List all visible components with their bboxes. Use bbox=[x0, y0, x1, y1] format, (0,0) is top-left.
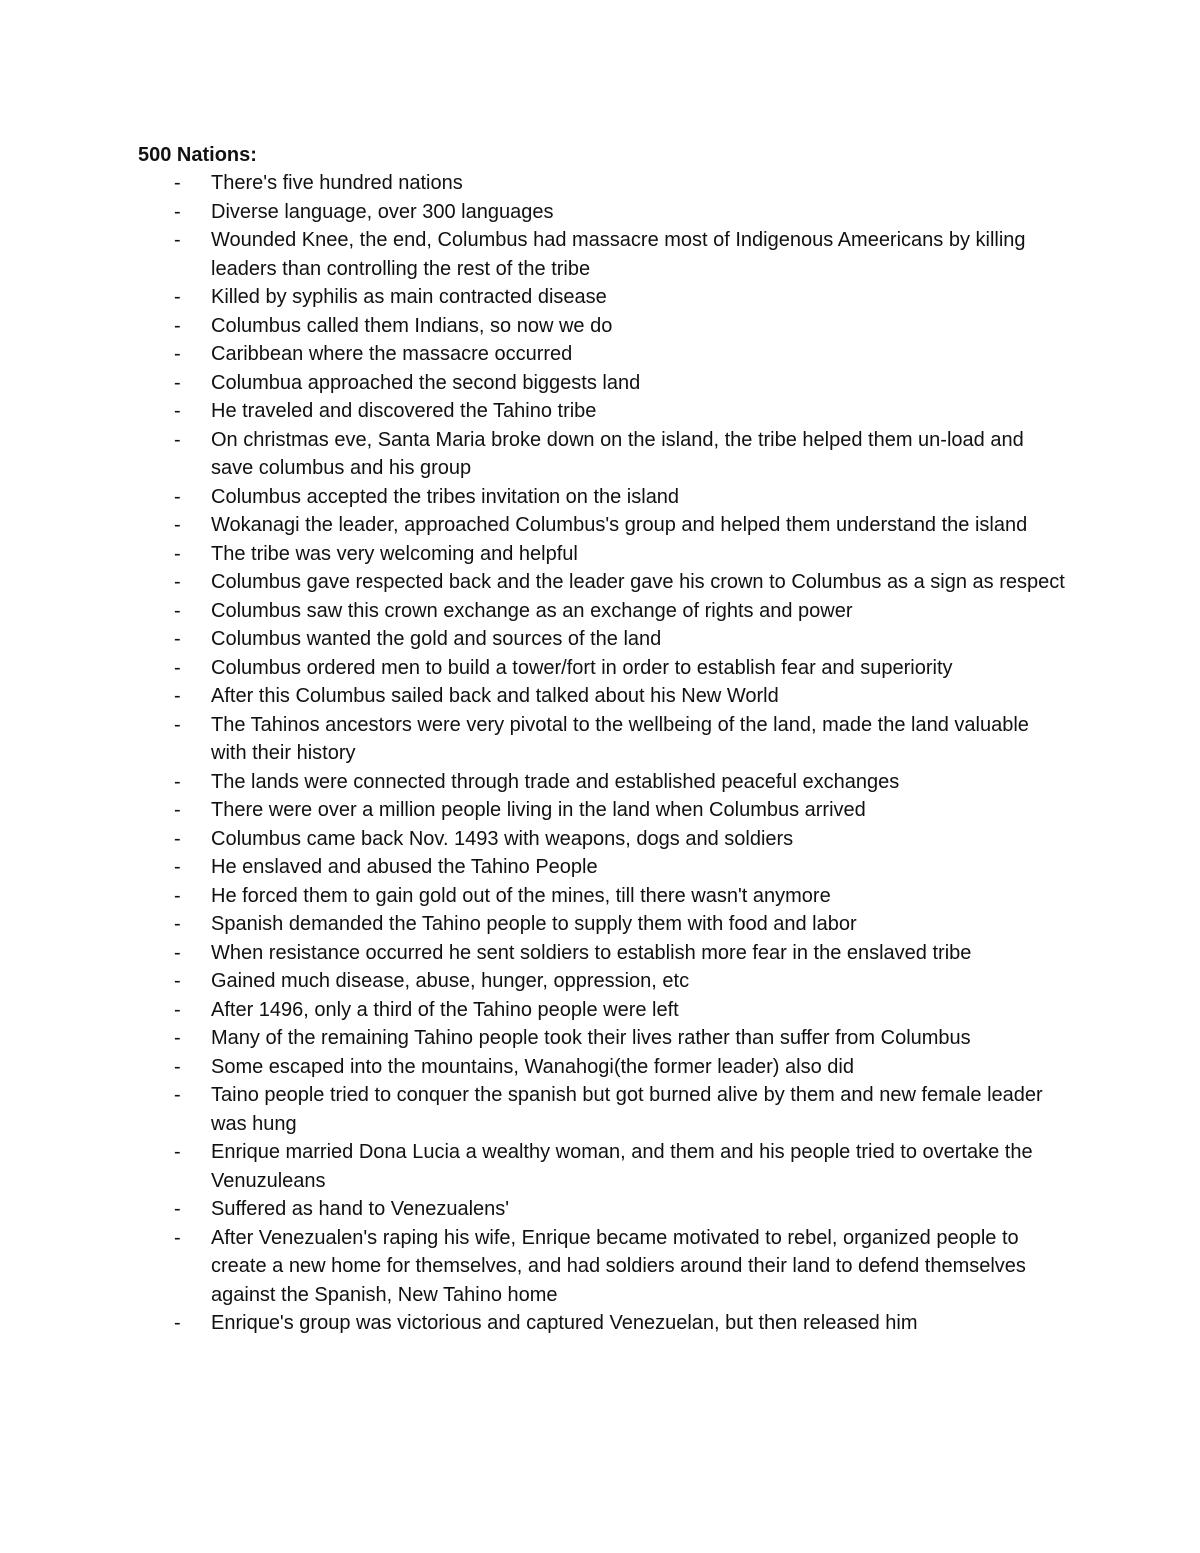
bullet-text: Columbus saw this crown exchange as an exchange of rights and power bbox=[211, 599, 853, 622]
bullet-dash: - bbox=[174, 941, 181, 964]
bullet-dash: - bbox=[174, 1084, 181, 1106]
bullet-item bbox=[138, 340, 1068, 369]
bullet-text: There's five hundred nations bbox=[211, 172, 463, 194]
bullet-item bbox=[138, 568, 1068, 597]
bullet-item bbox=[138, 654, 1068, 683]
bullet-text: Spanish demanded the Tahino people to supply them with food and labor bbox=[211, 913, 857, 935]
bullet-text: After Venezualen's raping his wife, Enrique became motivated to rebel, organized people to create a new home for themselves, and had soldiers around their land to defend themselves against the Spanish, New Tahino home bbox=[211, 1226, 1026, 1306]
bullet-dash: - bbox=[174, 656, 181, 679]
bullet-item bbox=[138, 483, 1068, 512]
bullet-text: Wounded Knee, the end, Columbus had massacre most of Indigenous Ameericans by killing leaders than controlling the rest of the tribe bbox=[211, 229, 1026, 280]
bullet-dash: - bbox=[174, 571, 181, 593]
bullet-item bbox=[138, 1138, 1068, 1195]
bullet-item bbox=[138, 682, 1068, 711]
bullet-text: When resistance occurred he sent soldiers to establish more fear in the enslaved tribe bbox=[211, 941, 972, 964]
bullet-dash: - bbox=[174, 200, 181, 223]
bullet-dash: - bbox=[174, 343, 181, 365]
bullet-item bbox=[138, 711, 1068, 768]
bullet-item bbox=[138, 1309, 1068, 1338]
bullet-dash: - bbox=[174, 970, 181, 992]
bullet-dash: - bbox=[174, 286, 181, 308]
bullet-dash: - bbox=[174, 998, 181, 1021]
bullet-text: The lands were connected through trade and established peaceful exchanges bbox=[211, 770, 900, 793]
bullet-item bbox=[138, 910, 1068, 939]
bullet-text: Suffered as hand to Venezualens' bbox=[211, 1198, 510, 1220]
document-body bbox=[138, 141, 1068, 1338]
bullet-item bbox=[138, 1081, 1068, 1138]
bullet-item bbox=[138, 796, 1068, 825]
bullet-item bbox=[138, 882, 1068, 911]
bullet-text: Enrique's group was victorious and captured Venezuelan, but then released him bbox=[211, 1312, 918, 1334]
bullet-list bbox=[138, 169, 1068, 1338]
bullet-item bbox=[138, 939, 1068, 968]
bullet-dash: - bbox=[174, 1141, 181, 1163]
bullet-dash: - bbox=[174, 428, 181, 451]
bullet-text: After this Columbus sailed back and talked about his New World bbox=[211, 685, 779, 707]
bullet-text: Caribbean where the massacre occurred bbox=[211, 343, 573, 365]
bullet-text: Taino people tried to conquer the spanish but got burned alive by them and new female leader was hung bbox=[211, 1084, 1043, 1135]
bullet-dash: - bbox=[174, 628, 181, 650]
bullet-dash: - bbox=[174, 542, 181, 565]
bullet-item bbox=[138, 198, 1068, 227]
bullet-text: The tribe was very welcoming and helpful bbox=[211, 542, 578, 565]
bullet-text: Columbua approached the second biggests land bbox=[211, 371, 641, 394]
bullet-dash: - bbox=[174, 799, 181, 821]
bullet-text: Columbus ordered men to build a tower/fort in order to establish fear and superiority bbox=[211, 656, 953, 679]
bullet-item bbox=[138, 1024, 1068, 1053]
bullet-dash: - bbox=[174, 856, 181, 878]
bullet-item bbox=[138, 853, 1068, 882]
bullet-text: Killed by syphilis as main contracted disease bbox=[211, 286, 607, 308]
bullet-item bbox=[138, 825, 1068, 854]
bullet-dash: - bbox=[174, 514, 181, 536]
bullet-text: On christmas eve, Santa Maria broke down on the island, the tribe helped them un-load and save columbus and his group bbox=[211, 428, 1024, 479]
bullet-dash: - bbox=[174, 770, 181, 793]
bullet-text: Wokanagi the leader, approached Columbus's group and helped them understand the island bbox=[211, 514, 1028, 536]
bullet-dash: - bbox=[174, 1198, 181, 1220]
bullet-dash: - bbox=[174, 1055, 181, 1078]
bullet-text: After 1496, only a third of the Tahino people were left bbox=[211, 998, 679, 1021]
bullet-dash: - bbox=[174, 599, 181, 622]
bullet-item bbox=[138, 996, 1068, 1025]
bullet-item bbox=[138, 768, 1068, 797]
bullet-dash: - bbox=[174, 314, 181, 337]
bullet-text: Some escaped into the mountains, Wanahogi(the former leader) also did bbox=[211, 1055, 854, 1078]
bullet-text: Columbus wanted the gold and sources of the land bbox=[211, 628, 662, 650]
bullet-dash: - bbox=[174, 485, 181, 508]
bullet-dash: - bbox=[174, 1027, 181, 1049]
bullet-dash: - bbox=[174, 371, 181, 394]
bullet-item bbox=[138, 967, 1068, 996]
bullet-text: Many of the remaining Tahino people took their lives rather than suffer from Columbus bbox=[211, 1027, 971, 1049]
bullet-text: Columbus called them Indians, so now we do bbox=[211, 314, 613, 337]
bullet-item bbox=[138, 511, 1068, 540]
bullet-dash: - bbox=[174, 1226, 181, 1249]
bullet-dash: - bbox=[174, 229, 181, 251]
bullet-dash: - bbox=[174, 1312, 181, 1334]
bullet-dash: - bbox=[174, 400, 181, 422]
bullet-item bbox=[138, 1053, 1068, 1082]
bullet-item bbox=[138, 169, 1068, 198]
bullet-text: Gained much disease, abuse, hunger, oppression, etc bbox=[211, 970, 690, 992]
bullet-text: Columbus gave respected back and the leader gave his crown to Columbus as a sign as respect bbox=[211, 571, 1065, 593]
bullet-item bbox=[138, 597, 1068, 626]
bullet-item bbox=[138, 283, 1068, 312]
bullet-text: Diverse language, over 300 languages bbox=[211, 200, 554, 223]
bullet-item bbox=[138, 625, 1068, 654]
bullet-item bbox=[138, 226, 1068, 283]
bullet-item bbox=[138, 1224, 1068, 1310]
bullet-dash: - bbox=[174, 172, 181, 194]
bullet-item bbox=[138, 426, 1068, 483]
bullet-item bbox=[138, 397, 1068, 426]
bullet-dash: - bbox=[174, 713, 181, 736]
bullet-text: Columbus came back Nov. 1493 with weapons, dogs and soldiers bbox=[211, 827, 794, 850]
bullet-text: Enrique married Dona Lucia a wealthy woman, and them and his people tried to overtake the Venuzuleans bbox=[211, 1141, 1033, 1192]
document-title: 500 Nations: bbox=[138, 144, 257, 166]
bullet-dash: - bbox=[174, 685, 181, 707]
bullet-item bbox=[138, 540, 1068, 569]
bullet-dash: - bbox=[174, 827, 181, 850]
bullet-item bbox=[138, 369, 1068, 398]
bullet-text: He traveled and discovered the Tahino tribe bbox=[211, 400, 597, 422]
bullet-text: There were over a million people living in the land when Columbus arrived bbox=[211, 799, 866, 821]
bullet-text: The Tahinos ancestors were very pivotal to the wellbeing of the land, made the land valuable with their history bbox=[211, 713, 1029, 764]
bullet-dash: - bbox=[174, 884, 181, 907]
bullet-item bbox=[138, 312, 1068, 341]
bullet-item bbox=[138, 1195, 1068, 1224]
bullet-text: Columbus accepted the tribes invitation on the island bbox=[211, 485, 680, 508]
bullet-text: He forced them to gain gold out of the mines, till there wasn't anymore bbox=[211, 884, 831, 907]
bullet-dash: - bbox=[174, 913, 181, 935]
bullet-text: He enslaved and abused the Tahino People bbox=[211, 856, 598, 878]
